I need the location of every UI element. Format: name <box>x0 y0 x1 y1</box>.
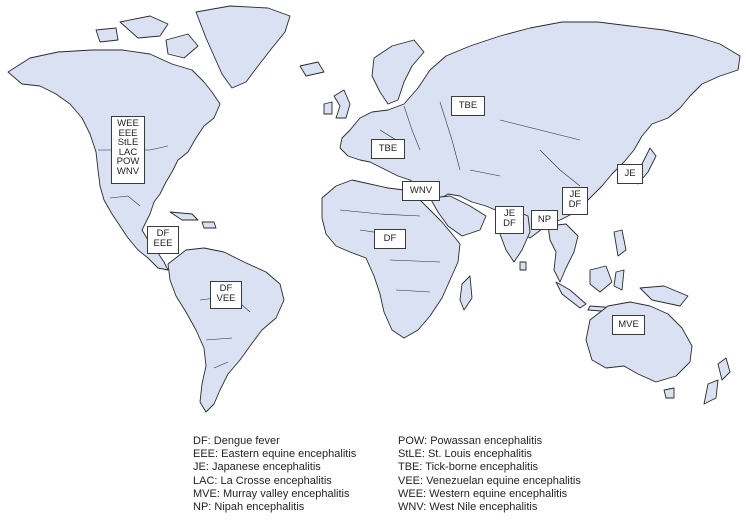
new-zealand <box>704 380 718 404</box>
legend-entry: JE: Japanese encephalitis <box>193 461 321 474</box>
label-text: EEE <box>118 127 138 139</box>
caribbean-island <box>202 222 216 228</box>
arctic-island <box>120 16 168 38</box>
sulawesi <box>614 270 624 290</box>
legend-entry: WNV: West Nile encephalitis <box>398 501 538 514</box>
label-text: VEE <box>216 292 236 304</box>
legend-entry: StLE: St. Louis encephalitis <box>398 448 532 461</box>
ireland <box>324 102 332 114</box>
label-text: POW <box>116 156 140 167</box>
sumatra <box>556 282 586 308</box>
label-text: DF <box>383 233 397 244</box>
south-america <box>168 248 284 412</box>
legend-entry: WEE: Western equine encephalitis <box>398 487 568 500</box>
australia <box>586 302 692 382</box>
legend-right-column <box>398 435 581 514</box>
new-guinea <box>640 286 688 306</box>
label-australia <box>612 315 645 335</box>
label-middle-east <box>402 181 440 201</box>
legend-entry: POW: Powassan encephalitis <box>398 435 543 447</box>
label-text: DF <box>219 283 233 294</box>
label-text: JE <box>503 208 516 219</box>
label-south-america <box>210 281 242 309</box>
label-text: TBE <box>378 143 398 154</box>
label-southeast-asia <box>531 210 558 230</box>
caribbean-island <box>170 212 198 220</box>
label-japan <box>617 164 643 184</box>
arctic-island <box>96 28 118 42</box>
southeast-asia <box>548 224 578 282</box>
label-china <box>562 187 588 215</box>
great-britain <box>334 90 350 118</box>
label-text: DF <box>503 217 516 229</box>
label-text: NP <box>537 214 552 225</box>
label-central-america <box>147 226 179 254</box>
legend-entry: NP: Nipah encephalitis <box>193 501 305 514</box>
madagascar <box>460 276 472 310</box>
legend-entry: DF: Dengue fever <box>193 435 280 447</box>
label-text: MVE <box>618 319 639 330</box>
label-text: WEE <box>117 118 139 129</box>
label-text: DF <box>156 228 170 239</box>
label-text: TBE <box>458 100 478 111</box>
borneo <box>590 266 612 292</box>
legend-entry: EEE: Eastern equine encephalitis <box>193 448 357 461</box>
label-text: WNV <box>409 185 433 196</box>
legend-entry: LAC: La Crosse encephalitis <box>193 474 332 487</box>
label-europe <box>371 139 405 159</box>
label-text: LAC <box>118 146 138 158</box>
iceland <box>300 62 324 76</box>
greenland <box>196 6 290 88</box>
label-text: JE <box>624 168 636 179</box>
philippines <box>614 230 626 256</box>
legend-entry: MVE: Murray valley encephalitis <box>193 487 350 500</box>
legend-left-column <box>193 435 356 514</box>
arctic-island <box>166 34 198 58</box>
label-text: WNV <box>116 165 140 177</box>
label-africa <box>374 229 406 249</box>
tasmania <box>664 388 674 398</box>
new-zealand <box>718 358 730 380</box>
label-russia <box>451 96 485 116</box>
label-text: StLE <box>117 137 139 148</box>
label-india <box>495 206 524 234</box>
label-text: DF <box>568 198 582 210</box>
legend-entry: VEE: Venezuelan equine encephalitis <box>398 474 581 487</box>
sri-lanka <box>520 262 526 270</box>
label-north-america <box>111 116 145 184</box>
label-text: EEE <box>153 237 173 249</box>
legend-entry: TBE: Tick-borne encephalitis <box>398 461 539 474</box>
label-text: JE <box>569 189 581 200</box>
